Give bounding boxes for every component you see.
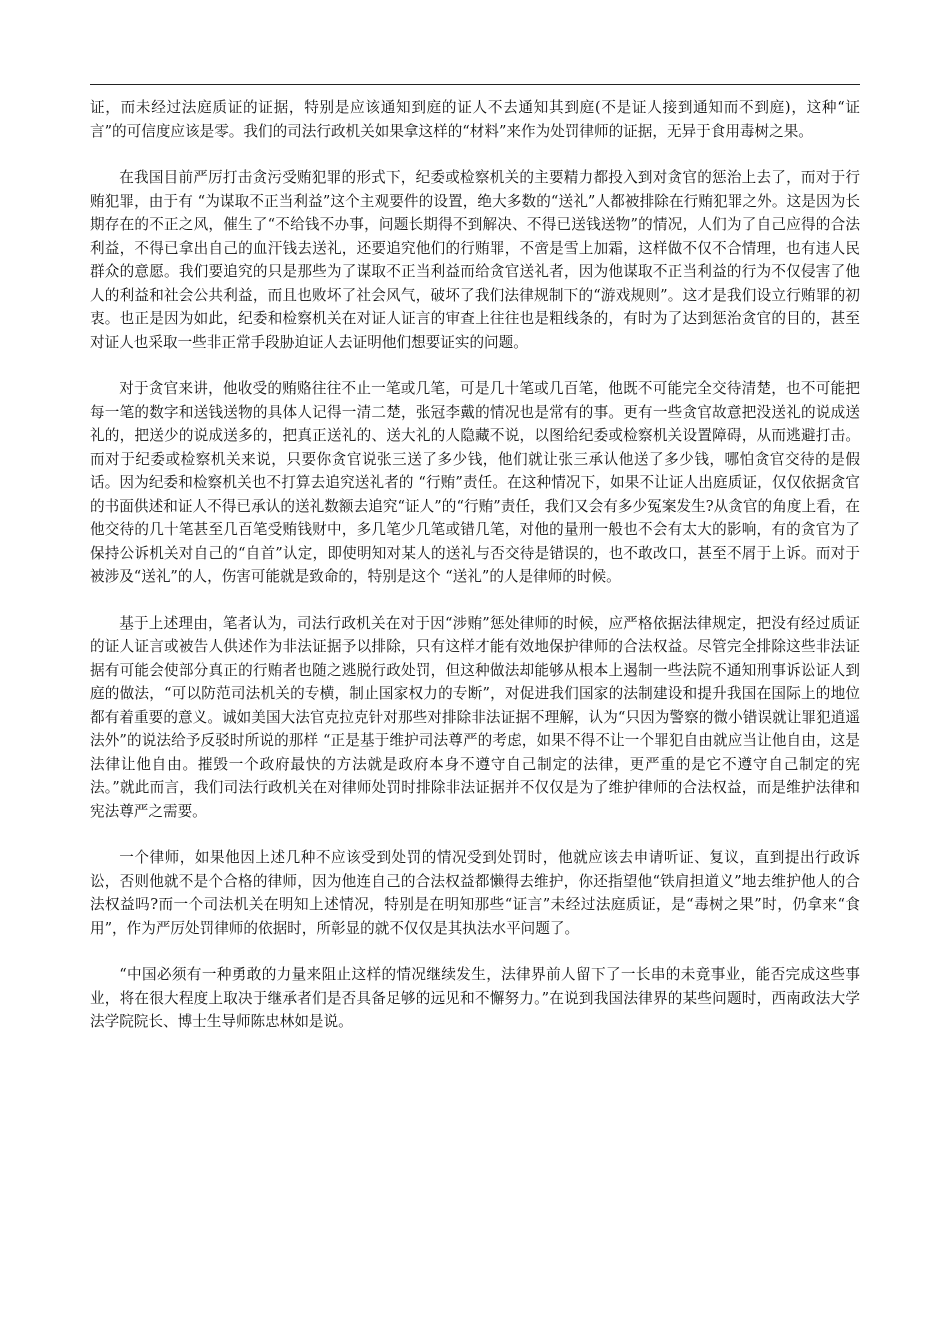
paragraph-3: 对于贪官来讲，他收受的贿赂往往不止一笔或几笔，可是几十笔或几百笔，他既不可能完全交待清楚，也不可能把每一笔的数字和送钱送物的具体人记得一清二楚，张冠李戴的情况也是常有的事。更有一些贪官故意把没送礼的说成送礼的，把送少的说成送多的，把真正送礼的、送大礼的人隐藏不说，以图给纪委或检察机关设置障碍，从而逃避打击。而对于纪委或检察机关来说，只要你贪官说张三送了多少钱，他们就让张三承认他送了多少钱，哪怕贪官交待的是假话。因为纪委和检察机关也不打算去追究送礼者的 “行贿”责任。在这种情况下，如果不让证人出庭质证，仅仅依据贪官的书面供述和证人不得已承认的送礼数额去追究“证人”的“行贿”责任，我们又会有多少冤案发生?从贪官的角度上看，在他交待的几十笔甚至几百笔受贿钱财中，多几笔少几笔或错几笔，对他的量刑一般也不会有太大的影响，有的贪官为了保持公诉机关对自己的“自首”认定，即使明知对某人的送礼与否交待是错误的，也不敢改口，甚至不屑于上诉。而对于被涉及“送礼”的人，伤害可能就是致命的，特别是这个 “送礼”的人是律师的时候。 — [90, 380, 860, 585]
paragraph-4: 基于上述理由，笔者认为，司法行政机关在对于因“涉贿”惩处律师的时候，应严格依据法律规定，把没有经过质证的证人证言或被告人供述作为非法证据予以排除，只有这样才能有效地保护律师的合法权益。尽管完全排除这些非法证据有可能会使部分真正的行贿者也随之逃脱行政处罚，但这种做法却能够从根本上遏制一些法院不通知刑事诉讼证人到庭的做法，“可以防范司法机关的专横，制止国家权力的专断”，对促进我们国家的法制建设和提升我国在国际上的地位都有着重要的意义。诚如美国大法官克拉克针对那些对排除非法证据不理解，认为“只因为警察的微小错误就让罪犯逍遥法外”的说法给予反驳时所说的那样 “正是基于维护司法尊严的考虑，如果不得不让一个罪犯自由就应当让他自由，这是法律让他自由。摧毁一个政府最快的方法就是政府本身不遵守自己制定的法律，更严重的是它不遵守自己制定的宪法。”就此而言，我们司法行政机关在对律师处罚时排除非法证据并不仅仅是为了维护律师的合法权益，而是维护法律和宪法尊严之需要。 — [90, 614, 860, 820]
paragraph-2: 在我国目前严厉打击贪污受贿犯罪的形式下，纪委或检察机关的主要精力都投入到对贪官的惩治上去了，而对于行贿犯罪，由于有 “为谋取不正当利益”这个主观要件的设置，绝大多数的“送礼”人都被排除在行贿犯罪之外。这是因为长期存在的不正之风，催生了“不给钱不办事，问题长期得不到解决、不得已送钱送物”的情况，人们为了自己应得的合法利益，不得已拿出自己的血汗钱去送礼，还要追究他们的行贿罪，不啻是雪上加霜，这样做不仅不合情理，也有违人民群众的意愿。我们要追究的只是那些为了谋取不正当利益而给贪官送礼者，因为他谋取不正当利益的行为不仅侵害了他人的利益和社会公共利益，而且也败坏了社会风气，破坏了我们法律规制下的“游戏规则”。这才是我们设立行贿罪的初衷。也正是因为如此，纪委和检察机关在对证人证言的审查上往往也是粗线条的，有时为了达到惩治贪官的目的，甚至对证人也采取一些非正常手段胁迫证人去证明他们想要证实的问题。 — [90, 169, 860, 351]
header-rule — [90, 84, 860, 85]
paragraph-6: “中国必须有一种勇敢的力量来阻止这样的情况继续发生，法律界前人留下了一长串的未竟事业，能否完成这些事业，将在很大程度上取决于继承者们是否具备足够的远见和不懈努力。”在说到我国法律界的某些问题时，西南政法大学法学院院长、博士生导师陈忠林如是说。 — [90, 966, 860, 1030]
document-body — [90, 96, 860, 1034]
paragraph-5: 一个律师，如果他因上述几种不应该受到处罚的情况受到处罚时，他就应该去申请听证、复议，直到提出行政诉讼，否则他就不是个合格的律师，因为他连自己的合法权益都懒得去维护，你还指望他“铁肩担道义”地去维护他人的合法权益吗?而一个司法机关在明知上述情况，特别是在明知那些“证言”未经过法庭质证，是“毒树之果”时，仍拿来“食用”，作为严厉处罚律师的依据时，所彰显的就不仅仅是其执法水平问题了。 — [90, 849, 860, 937]
paragraph-1: 证，而未经过法庭质证的证据，特别是应该通知到庭的证人不去通知其到庭(不是证人接到通知而不到庭)，这种“证言”的可信度应该是零。我们的司法行政机关如果拿这样的“材料”来作为处罚律师的证据，无异于食用毒树之果。 — [90, 99, 860, 140]
